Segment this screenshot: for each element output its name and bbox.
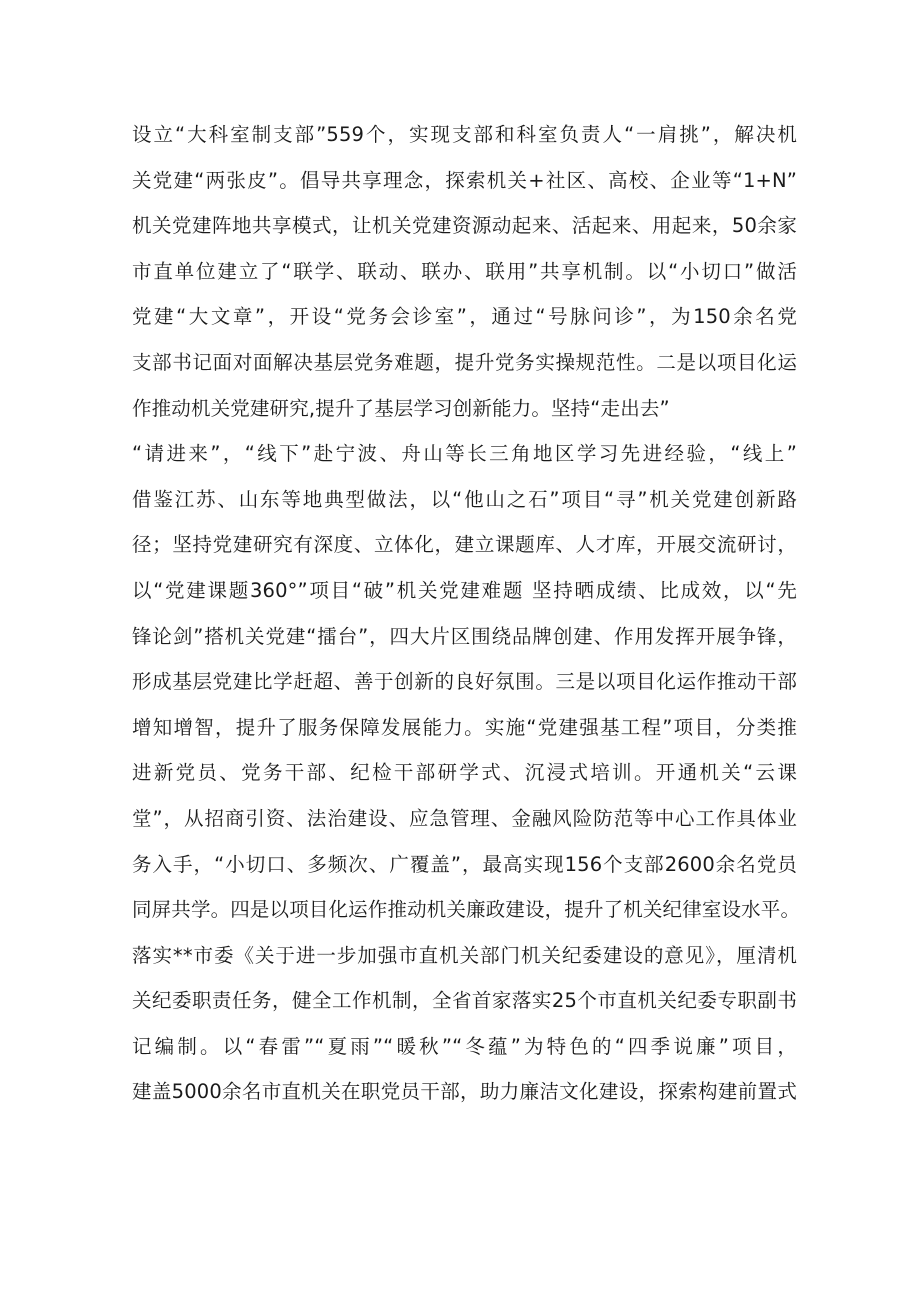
text-line-21: 记编制。以“春雷”“夏雨”“暖秋”“冬蕴”为特色的“四季说廉”项目， xyxy=(132,1034,797,1058)
text-line-15: 进新党员、党务干部、纪检干部研学式、沉浸式培训。开通机关“云课 xyxy=(132,761,797,785)
text-line-5: 党建“大文章”，开设“党务会诊室”，通过“号脉问诊”，为150余名党 xyxy=(132,305,797,329)
text-line-20: 关纪委职责任务，健全工作机制，全省首家落实25个市直机关纪委专职副书 xyxy=(132,989,797,1013)
text-line-1: 设立“大科室制支部”559个，实现支部和科室负责人“一肩挑”，解决机 xyxy=(132,123,797,146)
text-line-12: 锋论剑”搭机关党建“擂台”，四大片区围绕品牌创建、作用发挥开展争锋， xyxy=(132,624,797,648)
text-line-7: 作推动机关党建研究,提升了基层学习创新能力。坚持“走出去” xyxy=(132,396,670,420)
text-line-11: 以“党建课题360°”项目“破”机关党建难题 坚持晒成绩、比成效，以“先 xyxy=(132,578,797,602)
text-line-6: 支部书记面对面解决基层党务难题，提升党务实操规范性。二是以项目化运 xyxy=(132,350,797,374)
text-line-8: “请进来”，“线下”赴宁波、舟山等长三角地区学习先进经验，“线上” xyxy=(132,442,797,466)
text-line-19: 落实**市委《关于进一步加强市直机关部门机关纪委建设的意见》，厘清机 xyxy=(132,943,797,967)
text-line-17: 务入手，“小切口、多频次、广覆盖”，最高实现156个支部2600余名党员 xyxy=(132,852,797,876)
text-line-9: 借鉴江苏、山东等地典型做法，以“他山之石”项目“寻”机关党建创新路 xyxy=(132,487,797,511)
text-line-22: 建盖5000余名市直机关在职党员干部，助力廉洁文化建设，探索构建前置式 xyxy=(132,1080,797,1104)
text-line-4: 市直单位建立了“联学、联动、联办、联用”共享机制。以“小切口”做活 xyxy=(132,259,797,283)
text-line-13: 形成基层党建比学赶超、善于创新的良好氛围。三是以项目化运作推动干部 xyxy=(132,670,797,694)
text-line-14: 增知增智，提升了服务保障发展能力。实施“党建强基工程”项目，分类推 xyxy=(132,715,797,739)
text-line-16: 堂”，从招商引资、法治建设、应急管理、金融风险防范等中心工作具体业 xyxy=(132,806,797,830)
text-line-2: 关党建“两张皮”。倡导共享理念，探索机关+社区、高校、企业等“1+N” xyxy=(132,168,797,192)
text-line-10: 径；坚持党建研究有深度、立体化，建立课题库、人才库，开展交流研讨， xyxy=(132,533,797,557)
text-line-18: 同屏共学。四是以项目化运作推动机关廉政建设，提升了机关纪律室设水平。 xyxy=(132,898,801,922)
text-line-3: 机关党建阵地共享模式，让机关党建资源动起来、活起来、用起来，50余家 xyxy=(132,214,797,238)
body-text xyxy=(132,112,801,1115)
